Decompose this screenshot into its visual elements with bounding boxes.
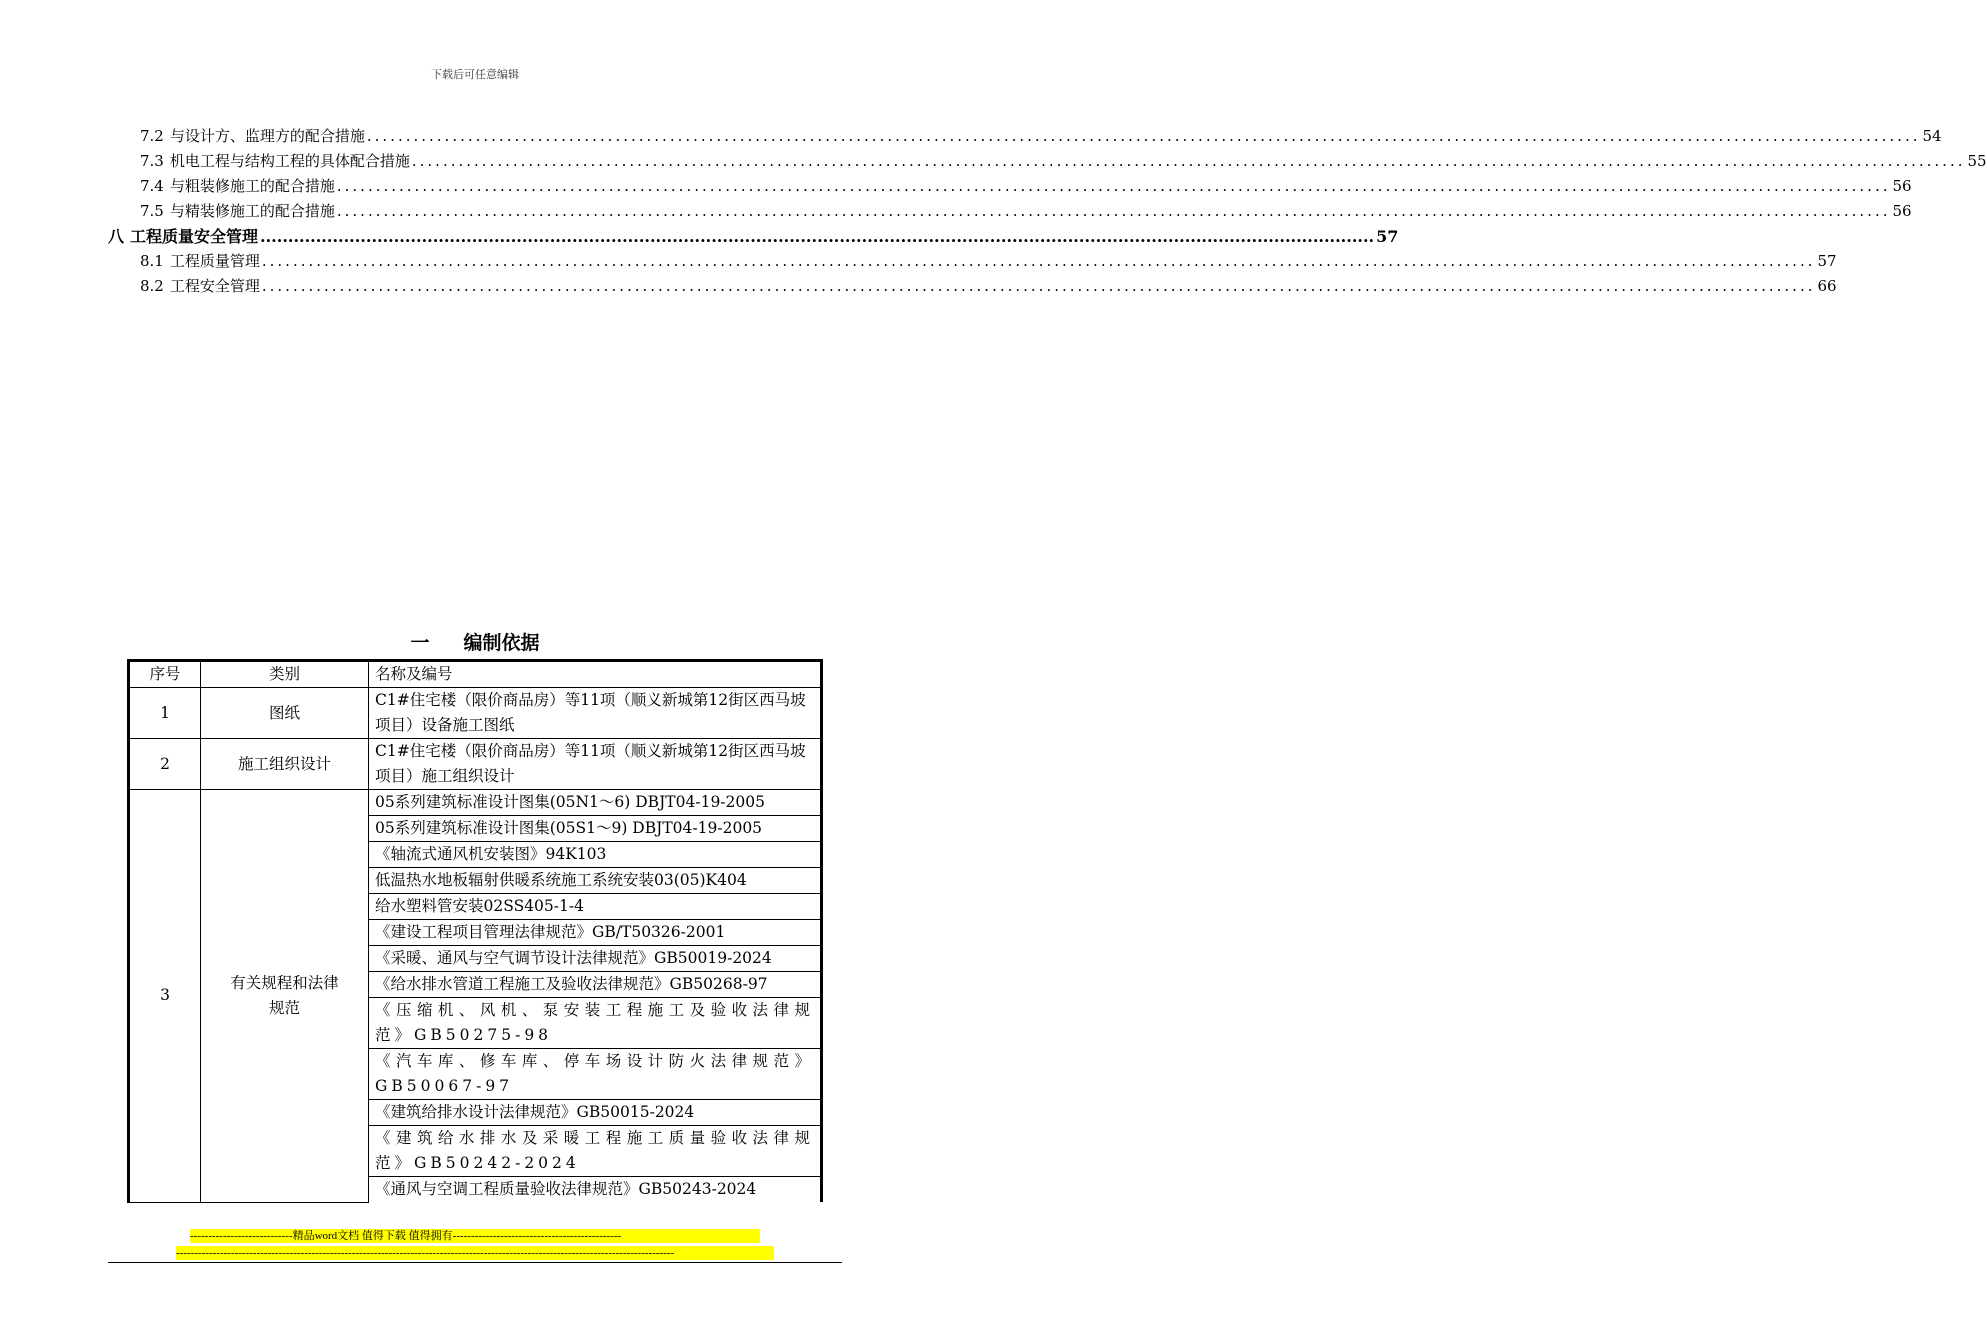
toc-entry-page: 56 bbox=[1892, 177, 1912, 195]
toc-entry-title: 与精装修施工的配合措施 bbox=[169, 202, 335, 220]
toc-entry[interactable] bbox=[108, 174, 1912, 199]
toc-entry-number: 八 bbox=[108, 227, 125, 246]
section-heading bbox=[0, 628, 950, 655]
table-row bbox=[129, 739, 822, 790]
toc-entry-page: 57 bbox=[1817, 252, 1837, 270]
toc-leader-dots: ........................................................................................................................................................................................................ bbox=[261, 277, 1816, 295]
row-name: C1#住宅楼（限价商品房）等11项（顺义新城第12街区西马坡项目）设备施工图纸 bbox=[369, 688, 822, 739]
toc-entry-page: 54 bbox=[1922, 127, 1942, 145]
toc-entry-number: 7.2 bbox=[140, 127, 164, 145]
toc-entry-page: 66 bbox=[1817, 277, 1837, 295]
row-name: 《建筑给排水设计法律规范》GB50015-2024 bbox=[369, 1100, 822, 1126]
row-name: 《通风与空调工程质量验收法律规范》GB50243-2024 bbox=[369, 1177, 822, 1203]
row-name: 《给水排水管道工程施工及验收法律规范》GB50268-97 bbox=[369, 972, 822, 998]
toc-entry[interactable] bbox=[108, 124, 1942, 149]
toc-entry-title: 工程质量管理 bbox=[169, 252, 260, 270]
footer-divider bbox=[108, 1262, 842, 1263]
banner-line: ----------------------------精品word文档 值得下载 值得拥有---------------------------------------------- bbox=[190, 1229, 760, 1243]
toc-leader-dots: ........................................................................................................................................................................................................ bbox=[411, 152, 1966, 170]
toc-entry[interactable] bbox=[108, 249, 1837, 274]
row-name: 05系列建筑标准设计图集(05N1～6) DBJT04-19-2005 bbox=[369, 790, 822, 816]
banner-line: ---------------------------------------------------------------------------------------------------------------------------------------- bbox=[176, 1246, 774, 1260]
row-number: 3 bbox=[129, 790, 201, 1203]
toc-entry-number: 7.5 bbox=[140, 202, 164, 220]
footer-banner bbox=[0, 1229, 950, 1260]
row-name: 《压缩机、风机、泵安装工程施工及验收法律规范》GB50275-98 bbox=[369, 998, 822, 1049]
header-number: 序号 bbox=[129, 661, 201, 688]
toc-entry-title: 工程质量安全管理 bbox=[130, 227, 259, 246]
row-name: 《汽车库、修车库、停车场设计防火法律规范》GB50067-97 bbox=[369, 1049, 822, 1100]
toc-entry-page: 56 bbox=[1892, 202, 1912, 220]
header-category: 类别 bbox=[201, 661, 369, 688]
row-name: 《采暖、通风与空气调节设计法律规范》GB50019-2024 bbox=[369, 946, 822, 972]
toc-entry-number: 8.2 bbox=[140, 277, 164, 295]
row-name: 《建设工程项目管理法律规范》GB/T50326-2001 bbox=[369, 920, 822, 946]
toc-leader-dots: ........................................................................................................................................................................................................ bbox=[336, 177, 1891, 195]
toc-entry[interactable] bbox=[108, 274, 1837, 299]
row-name: C1#住宅楼（限价商品房）等11项（顺义新城第12街区西马坡项目）施工组织设计 bbox=[369, 739, 822, 790]
row-name: 给水塑料管安装02SS405-1-4 bbox=[369, 894, 822, 920]
section-number: 一 bbox=[410, 632, 430, 654]
row-name: 低温热水地板辐射供暖系统施工系统安装03(05)K404 bbox=[369, 868, 822, 894]
toc-leader-dots: ........................................................................................................................................................................................................ bbox=[336, 202, 1891, 220]
page-header: 下载后可任意编辑 bbox=[431, 68, 519, 81]
table-header-row bbox=[129, 661, 822, 688]
toc-entry-title: 机电工程与结构工程的具体配合措施 bbox=[169, 152, 410, 170]
toc-entry-title: 工程安全管理 bbox=[169, 277, 260, 295]
section-title: 编制依据 bbox=[463, 632, 540, 654]
row-name: 《建筑给水排水及采暖工程施工质量验收法律规范》GB50242-2024 bbox=[369, 1126, 822, 1177]
toc-entry-title: 与设计方、监理方的配合措施 bbox=[169, 127, 365, 145]
table-of-contents bbox=[108, 124, 1987, 299]
toc-entry[interactable] bbox=[108, 199, 1912, 224]
toc-entry[interactable] bbox=[108, 224, 1399, 249]
toc-entry-number: 7.3 bbox=[140, 152, 164, 170]
toc-entry-title: 与粗装修施工的配合措施 bbox=[169, 177, 335, 195]
row-number: 2 bbox=[129, 739, 201, 790]
toc-leader-dots: ........................................................................................................................................................................................................ bbox=[261, 252, 1816, 270]
toc-leader-dots: ........................................................................................................................................................................................................ bbox=[366, 127, 1921, 145]
basis-table bbox=[127, 659, 823, 1203]
toc-entry[interactable] bbox=[108, 149, 1987, 174]
header-name: 名称及编号 bbox=[369, 661, 822, 688]
row-name: 《轴流式通风机安装图》94K103 bbox=[369, 842, 822, 868]
toc-leader-dots: ........................................................................................................................................................................................................ bbox=[260, 227, 1375, 246]
table-row bbox=[129, 688, 822, 739]
row-category: 图纸 bbox=[201, 688, 369, 739]
toc-entry-page: 57 bbox=[1376, 227, 1399, 246]
row-category: 施工组织设计 bbox=[201, 739, 369, 790]
toc-entry-number: 7.4 bbox=[140, 177, 164, 195]
row-name: 05系列建筑标准设计图集(05S1～9) DBJT04-19-2005 bbox=[369, 816, 822, 842]
toc-entry-number: 8.1 bbox=[140, 252, 164, 270]
table-row bbox=[129, 790, 822, 816]
row-category: 有关规程和法律规范 bbox=[201, 790, 369, 1203]
row-number: 1 bbox=[129, 688, 201, 739]
toc-entry-page: 55 bbox=[1967, 152, 1987, 170]
